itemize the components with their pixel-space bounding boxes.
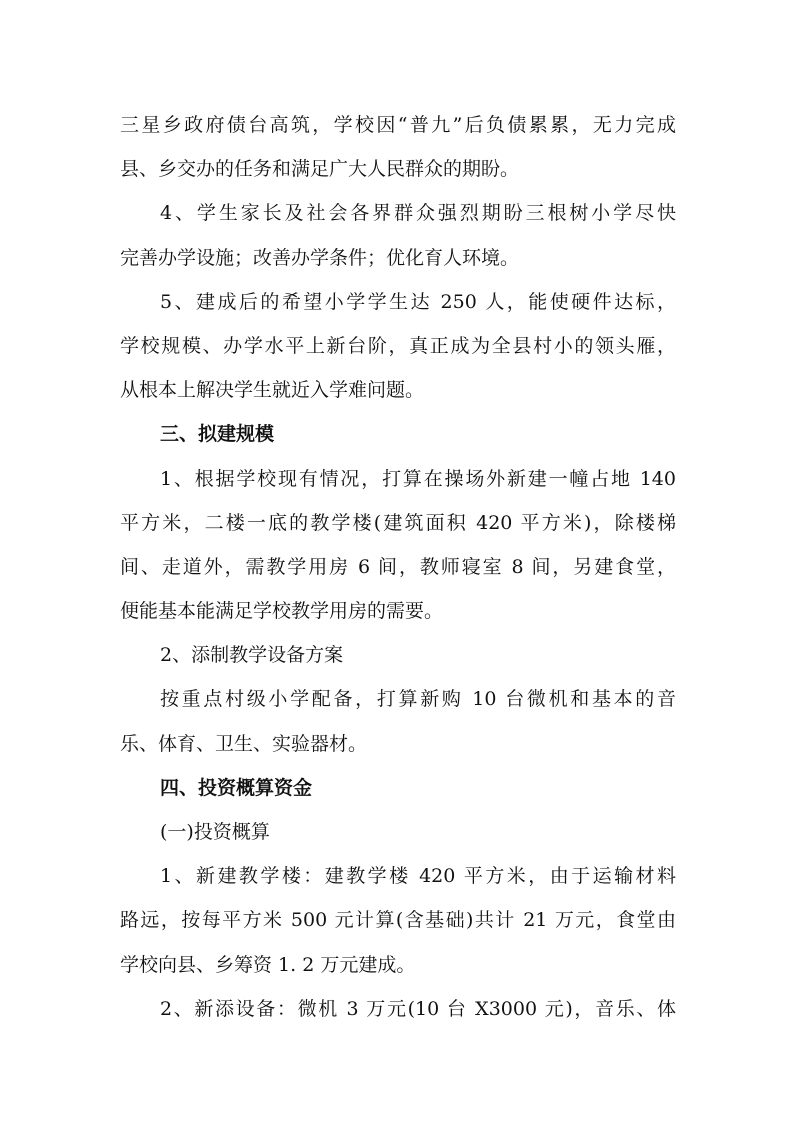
text-line: 县、乡交办的任务和满足广大人民群众的期盼。 bbox=[120, 158, 520, 181]
text-line: 2、添制教学设备方案 bbox=[160, 644, 344, 667]
text-line: 1、根据学校现有情况，打算在操场外新建一幢占地 140 bbox=[160, 467, 676, 490]
text-line: 从根本上解决学生就近入学难问题。 bbox=[120, 379, 425, 402]
text-line: 便能基本能满足学校教学用房的需要。 bbox=[120, 600, 444, 623]
text-line: 按重点村级小学配备，打算新购 10 台微机和基本的音 bbox=[160, 688, 676, 711]
document-page bbox=[120, 108, 676, 1036]
text-line: 2、新添设备：微机 3 万元(10 台 X3000 元)，音乐、体 bbox=[160, 997, 676, 1020]
text-line: (一)投资概算 bbox=[160, 821, 270, 843]
text-line: 乐、体育、卫生、实验器材。 bbox=[120, 732, 368, 755]
text-line: 4、学生家长及社会各界群众强烈期盼三根树小学尽快 bbox=[160, 202, 676, 225]
text-line: 三星乡政府债台高筑，学校因“普九”后负债累累，无力完成 bbox=[120, 114, 676, 136]
text-line: 5、建成后的希望小学学生达 250 人，能使硬件达标， bbox=[160, 290, 676, 313]
text-line: 间、走道外，需教学用房 6 间，教师寝室 8 间，另建食堂， bbox=[120, 555, 676, 578]
section-heading: 四、投资概算资金 bbox=[160, 776, 313, 799]
section-heading: 三、拟建规模 bbox=[160, 423, 275, 446]
text-line: 路远，按每平方米 500 元计算(含基础)共计 21 万元，食堂由 bbox=[120, 909, 676, 932]
text-line: 学校规模、办学水平上新台阶，真正成为全县村小的领头雁， bbox=[120, 334, 676, 357]
text-line: 平方米，二楼一底的教学楼(建筑面积 420 平方米)，除楼梯 bbox=[120, 511, 676, 534]
text-line: 完善办学设施；改善办学条件；优化育人环境。 bbox=[120, 246, 520, 269]
text-line: 学校向县、乡筹资 1. 2 万元建成。 bbox=[120, 953, 416, 976]
text-line: 1、新建教学楼：建教学楼 420 平方米，由于运输材料 bbox=[160, 865, 676, 888]
